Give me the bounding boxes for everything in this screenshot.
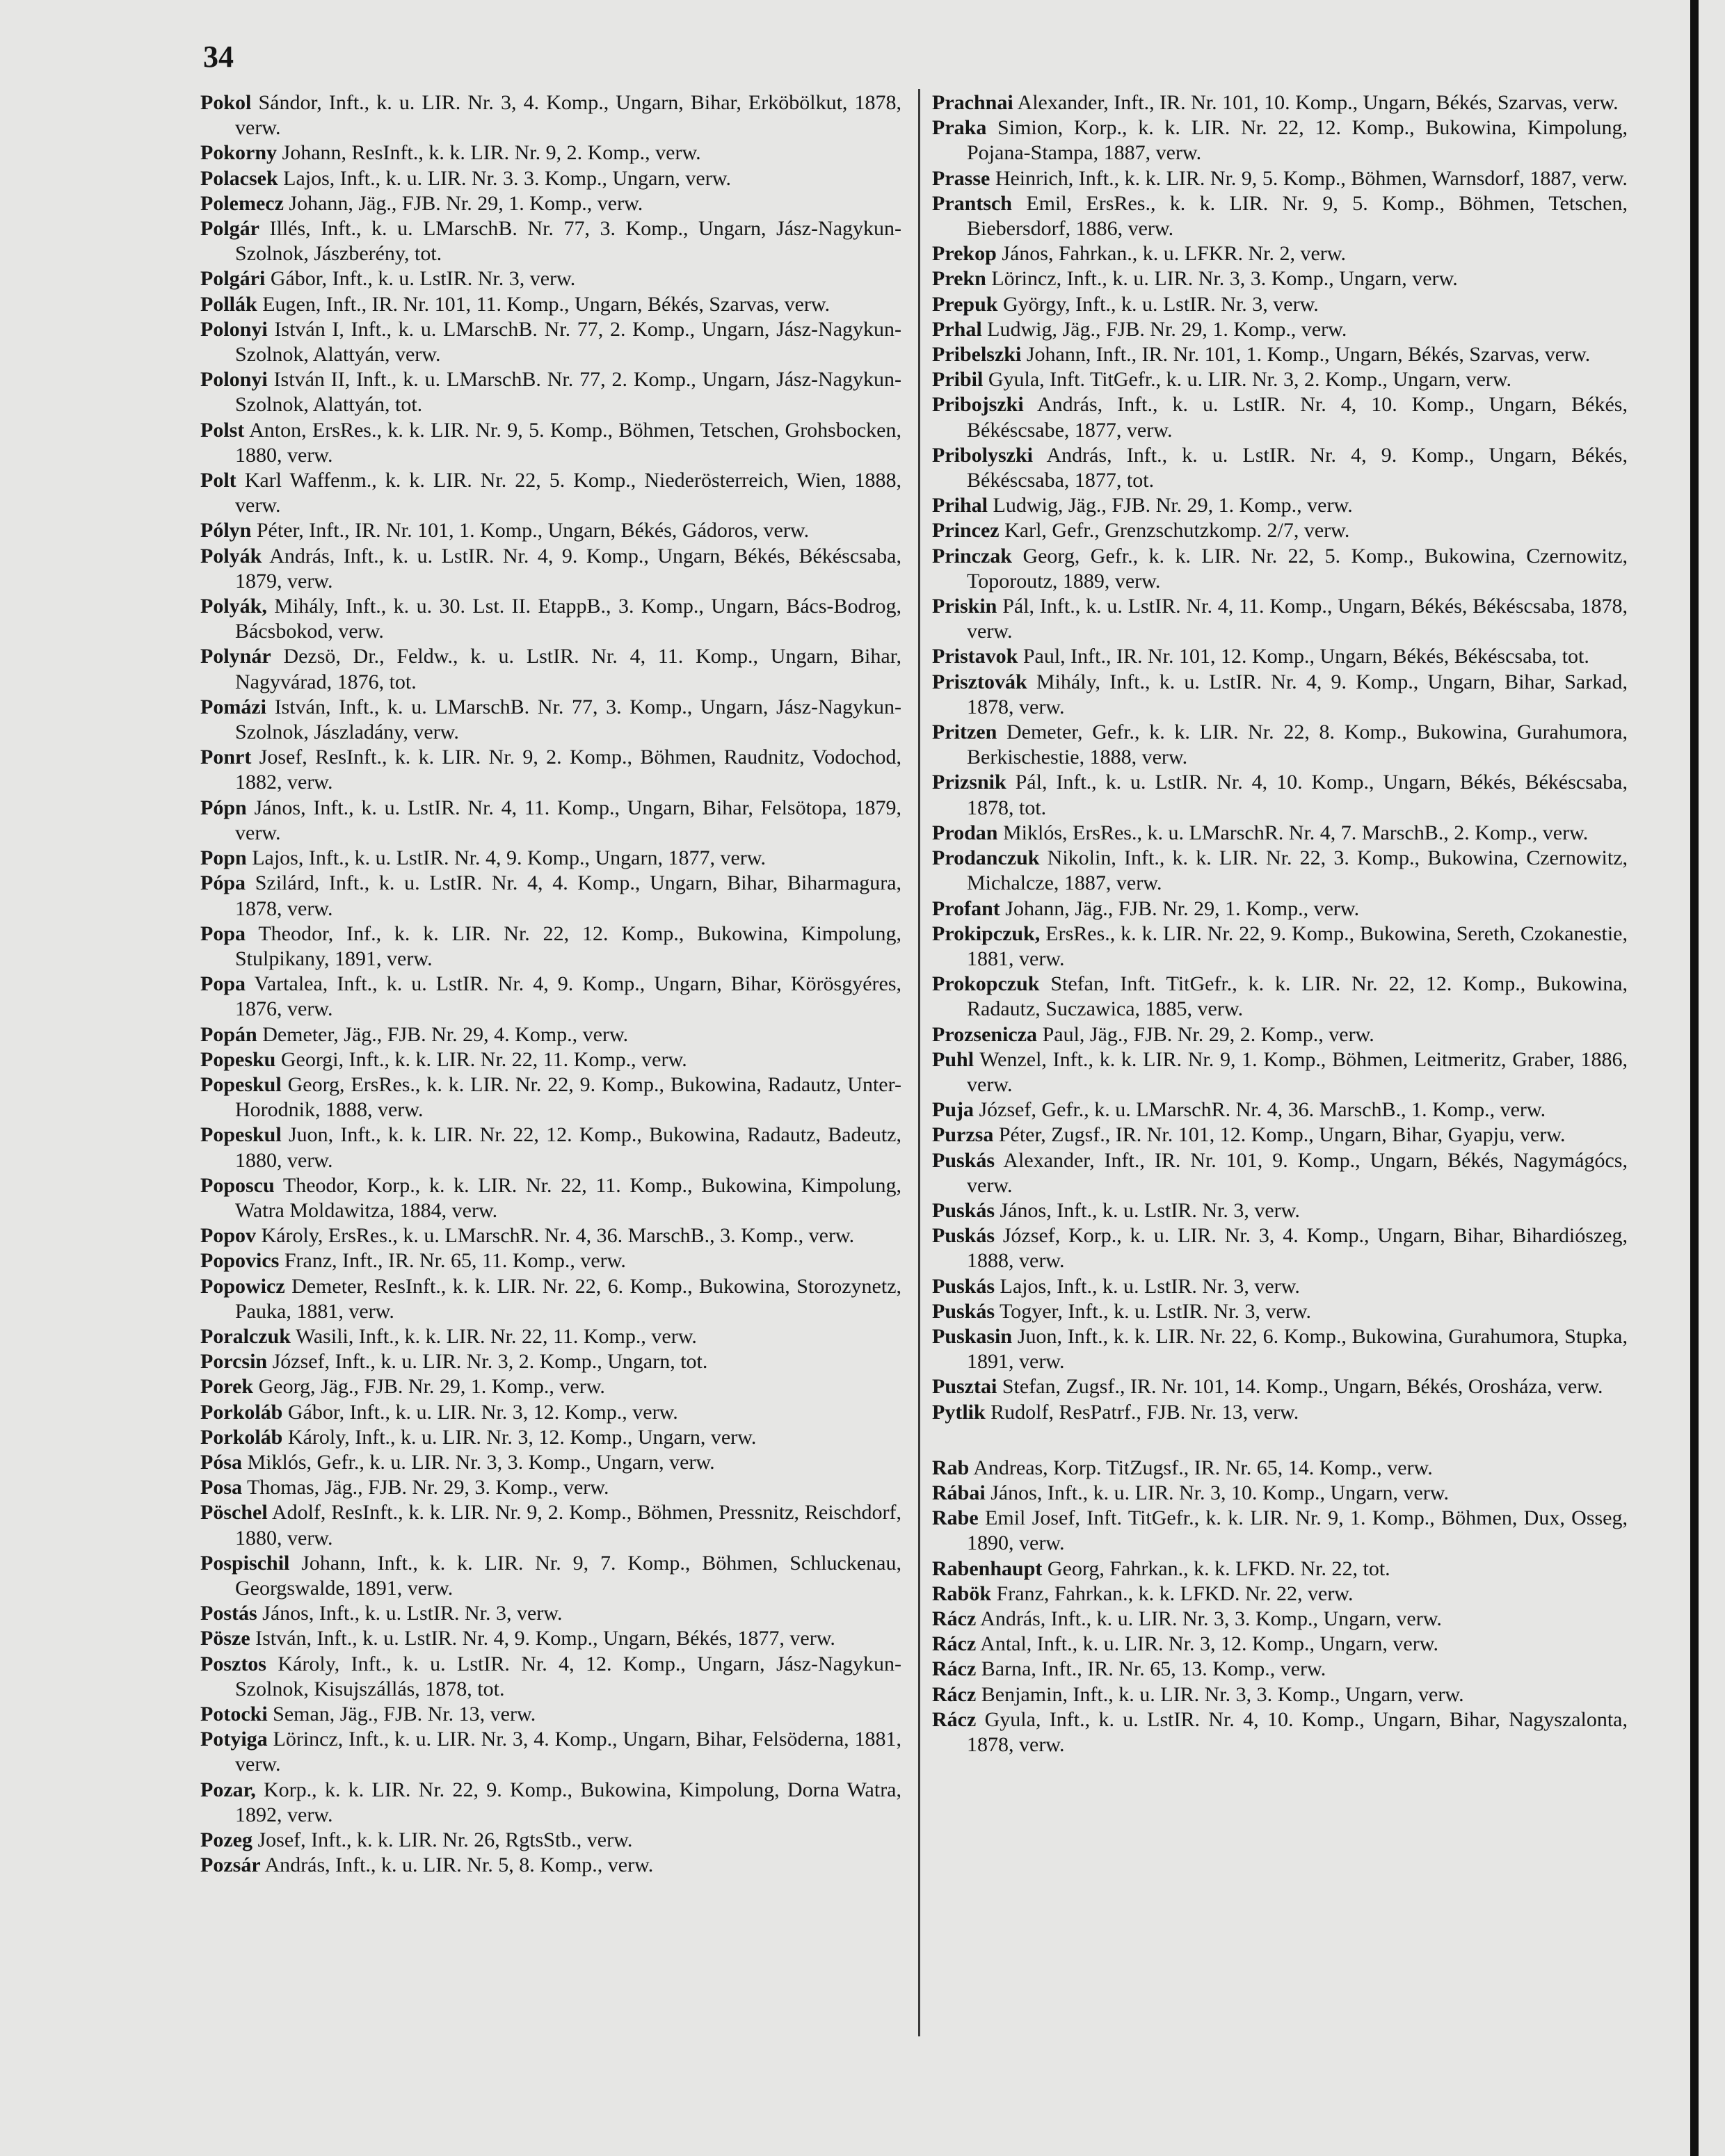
entry-surname: Prisztovák [932, 670, 1027, 693]
entry-surname: Posztos [200, 1652, 266, 1675]
list-entry [932, 1400, 1628, 1425]
entry-details: Demeter, ResInft., k. k. LIR. Nr. 22, 6. Komp., Bukowina, Storozynetz, Pauka, 1881, verw. [235, 1274, 902, 1323]
list-entry [200, 1425, 901, 1450]
list-entry [932, 1022, 1628, 1047]
entry-details: Theodor, Korp., k. k. LIR. Nr. 22, 11. Komp., Bukowina, Kimpolung, Watra Moldawitza, 1884, verw. [235, 1173, 901, 1222]
entry-details: Georg, Gefr., k. k. LIR. Nr. 22, 5. Komp., Bukowina, Czernowitz, Toporoutz, 1889, verw. [967, 544, 1628, 593]
right-column [932, 90, 1628, 1757]
list-entry [200, 1400, 901, 1425]
entry-surname: Rabe [932, 1506, 979, 1530]
entry-details: Thomas, Jäg., FJB. Nr. 29, 3. Komp., verw. [246, 1476, 609, 1499]
entry-details: András, Inft., k. u. LstIR. Nr. 4, 9. Komp., Ungarn, Békés, Békéscsaba, 1879, verw. [235, 544, 901, 593]
list-entry [932, 1274, 1628, 1299]
entry-surname: Polgár [200, 217, 259, 241]
entry-details: Wenzel, Inft., k. k. LIR. Nr. 9, 1. Komp., Böhmen, Leitmeritz, Graber, 1886, verw. [967, 1047, 1628, 1096]
entry-details: Lajos, Inft., k. u. LstIR. Nr. 3, verw. [1000, 1274, 1300, 1298]
list-entry [932, 241, 1628, 266]
list-entry [932, 1324, 1628, 1374]
entry-surname: Porek [200, 1375, 254, 1399]
entry-details: Mihály, Inft., k. u. 30. Lst. II. EtappB., 3. Komp., Ungarn, Bács-Bodrog, Bácsbokod, verw. [235, 595, 901, 643]
list-entry [200, 1601, 901, 1626]
list-entry [932, 1223, 1628, 1273]
list-entry [200, 367, 901, 417]
entry-surname: Popán [200, 1022, 257, 1046]
entry-surname: Praka [932, 116, 987, 140]
entry-details: Barna, Inft., IR. Nr. 65, 13. Komp., verw. [981, 1657, 1326, 1681]
entry-surname: Pöschel [200, 1501, 268, 1525]
list-entry [200, 166, 901, 191]
list-entry [200, 1828, 901, 1853]
list-entry [200, 1173, 901, 1223]
letter-section-gap [932, 1425, 1628, 1456]
list-entry [200, 796, 901, 846]
list-entry [200, 1626, 901, 1651]
entry-surname: Porkoláb [200, 1400, 283, 1424]
entry-surname: Profant [932, 896, 1000, 920]
list-entry [932, 1657, 1628, 1682]
list-entry [200, 1047, 901, 1072]
list-entry [932, 1632, 1628, 1657]
entry-surname: Porcsin [200, 1350, 268, 1374]
entry-details: András, Inft., k. u. LIR. Nr. 5, 8. Komp., verw. [264, 1853, 654, 1877]
list-entry [200, 216, 901, 266]
entry-surname: Pozsár [200, 1853, 261, 1877]
entry-surname: Prekn [932, 267, 986, 291]
entry-surname: Puhl [932, 1047, 974, 1071]
entry-details: Vartalea, Inft., k. u. LstIR. Nr. 4, 9. Komp., Ungarn, Bihar, Körösgyéres, 1876, verw. [235, 972, 901, 1021]
entry-details: Emil Josef, Inft. TitGefr., k. k. LIR. Nr. 9, 1. Komp., Böhmen, Dux, Osseg, 1890, verw. [967, 1506, 1628, 1555]
entry-surname: Popa [200, 922, 246, 945]
entry-surname: Pritzen [932, 721, 997, 744]
entry-surname: Rácz [932, 1657, 977, 1681]
list-entry [200, 191, 901, 216]
list-entry [932, 1556, 1628, 1582]
entry-details: István I, Inft., k. u. LMarschB. Nr. 77, 2. Komp., Ungarn, Jász-Nagykun-Szolnok, Alattyán, verw. [235, 317, 902, 367]
entry-details: János, Fahrkan., k. u. LFKR. Nr. 2, verw. [1002, 242, 1346, 266]
page-edge-shadow [1690, 0, 1699, 2156]
entry-details: Pál, Inft., k. u. LstIR. Nr. 4, 10. Komp., Ungarn, Békés, Békéscsaba, 1878, tot. [967, 771, 1628, 819]
list-entry [200, 544, 901, 594]
entry-surname: Polst [200, 418, 245, 442]
entry-details: Lörincz, Inft., k. u. LIR. Nr. 3, 4. Komp., Ungarn, Bihar, Felsöderna, 1881, verw. [235, 1728, 901, 1776]
list-entry [200, 1702, 901, 1727]
entry-details: Lajos, Inft., k. u. LstIR. Nr. 4, 9. Komp., Ungarn, 1877, verw. [252, 846, 766, 870]
entry-details: Lörincz, Inft., k. u. LIR. Nr. 3, 3. Komp., Ungarn, verw. [991, 267, 1458, 291]
list-entry [200, 1248, 901, 1273]
entry-surname: Polyák, [200, 595, 267, 618]
list-entry [932, 1097, 1628, 1123]
page-number: 34 [203, 40, 234, 74]
entry-surname: Rabenhaupt [932, 1556, 1043, 1580]
entry-details: Georgi, Inft., k. k. LIR. Nr. 22, 11. Komp., verw. [280, 1047, 687, 1071]
list-entry [932, 1607, 1628, 1632]
list-entry [200, 418, 901, 468]
entry-details: Antal, Inft., k. u. LIR. Nr. 3, 12. Komp., Ungarn, verw. [980, 1632, 1438, 1656]
entry-surname: Prhal [932, 317, 982, 341]
entry-details: Anton, ErsRes., k. k. LIR. Nr. 9, 5. Komp., Böhmen, Tetschen, Grohsbocken, 1880, verw. [235, 418, 901, 467]
entry-details: Paul, Inft., IR. Nr. 101, 12. Komp., Ungarn, Békés, Békéscsaba, tot. [1022, 645, 1589, 668]
entry-details: Gyula, Inft., k. u. LstIR. Nr. 4, 10. Komp., Ungarn, Bihar, Nagyszalonta, 1878, verw. [967, 1707, 1628, 1756]
list-entry [200, 518, 901, 543]
entry-details: Sándor, Inft., k. u. LIR. Nr. 3, 4. Komp., Ungarn, Bihar, Erköbölkut, 1878, verw. [235, 91, 902, 140]
entry-surname: Pollák [200, 292, 257, 316]
entry-details: István II, Inft., k. u. LMarschB. Nr. 77, 2. Komp., Ungarn, Jász-Nagykun-Szolnok, Alattyán, tot. [235, 368, 901, 417]
entry-surname: Polonyi [200, 368, 268, 392]
list-entry [200, 140, 901, 166]
entry-details: Lajos, Inft., k. u. LIR. Nr. 3. 3. Komp., Ungarn, verw. [283, 166, 731, 190]
list-entry [932, 821, 1628, 846]
entry-surname: Pozeg [200, 1828, 252, 1852]
list-entry [200, 1727, 901, 1777]
entry-surname: Polacsek [200, 166, 278, 190]
entry-details: Georg, Jäg., FJB. Nr. 29, 1. Komp., verw. [258, 1375, 605, 1399]
list-entry [932, 342, 1628, 367]
entry-surname: Polt [200, 469, 236, 492]
entry-details: András, Inft., k. u. LstIR. Nr. 4, 9. Komp., Ungarn, Békés, Békéscsaba, 1877, tot. [967, 443, 1628, 492]
entry-surname: Pópn [200, 796, 247, 819]
entry-surname: Puskasin [932, 1324, 1013, 1348]
entry-details: Ludwig, Jäg., FJB. Nr. 29, 1. Komp., verw. [993, 494, 1353, 517]
entry-details: Péter, Inft., IR. Nr. 101, 1. Komp., Ungarn, Békés, Gádoros, verw. [256, 519, 810, 542]
list-entry [200, 1475, 901, 1500]
entry-details: János, Inft., k. u. LstIR. Nr. 4, 11. Komp., Ungarn, Bihar, Felsötopa, 1879, verw. [235, 796, 901, 844]
entry-details: János, Inft., k. u. LIR. Nr. 3, 10. Komp., Ungarn, verw. [990, 1481, 1449, 1504]
entry-details: Gábor, Inft., k. u. LstIR. Nr. 3, verw. [270, 267, 576, 291]
list-entry [200, 871, 901, 921]
entry-details: Rudolf, ResPatrf., FJB. Nr. 13, verw. [990, 1400, 1299, 1424]
entry-details: Heinrich, Inft., k. k. LIR. Nr. 9, 5. Komp., Böhmen, Warnsdorf, 1887, verw. [995, 166, 1628, 190]
list-entry [932, 1582, 1628, 1607]
list-entry [932, 896, 1628, 922]
list-entry [200, 90, 901, 140]
list-entry [932, 1299, 1628, 1324]
entry-details: Theodor, Inf., k. k. LIR. Nr. 22, 12. Komp., Bukowina, Kimpolung, Stulpikany, 1891, verw. [235, 922, 901, 970]
entry-details: János, Inft., k. u. LstIR. Nr. 3, verw. [262, 1602, 563, 1625]
entry-surname: Potocki [200, 1703, 268, 1725]
entry-details: Franz, Fahrkan., k. k. LFKD. Nr. 22, verw. [996, 1582, 1354, 1605]
entry-details: Josef, ResInft., k. k. LIR. Nr. 9, 2. Komp., Böhmen, Raudnitz, Vodochod, 1882, verw. [235, 746, 902, 794]
entry-surname: Posa [200, 1476, 242, 1499]
left-column [200, 90, 901, 1878]
entry-details: Stefan, Zugsf., IR. Nr. 101, 14. Komp., Ungarn, Békés, Orosháza, verw. [1002, 1375, 1603, 1399]
entry-details: István, Inft., k. u. LMarschB. Nr. 77, 3. Komp., Ungarn, Jász-Nagykun-Szolnok, Jászladány, verw. [235, 695, 901, 744]
list-entry [200, 266, 901, 291]
entry-details: József, Korp., k. u. LIR. Nr. 3, 4. Komp., Ungarn, Bihar, Bihardiószeg, 1888, verw. [967, 1224, 1628, 1273]
entry-surname: Princzak [932, 544, 1012, 568]
entry-surname: Pópa [200, 871, 246, 895]
entry-surname: Puskás [932, 1198, 995, 1222]
entry-surname: Prodanczuk [932, 846, 1040, 870]
list-entry [932, 518, 1628, 543]
entry-details: Togyer, Inft., k. u. LstIR. Nr. 3, verw. [1000, 1299, 1312, 1323]
entry-details: Simion, Korp., k. k. LIR. Nr. 22, 12. Komp., Bukowina, Kimpolung, Pojana-Stampa, 1887, verw. [967, 116, 1628, 165]
list-entry [932, 191, 1628, 241]
entry-details: Johann, Jäg., FJB. Nr. 29, 1. Komp., verw. [1005, 896, 1360, 920]
entry-surname: Popeskul [200, 1123, 282, 1147]
entry-surname: Prepuk [932, 292, 998, 316]
entry-surname: Prodan [932, 821, 998, 844]
list-entry [200, 1274, 901, 1324]
list-entry [200, 922, 901, 972]
entry-details: Gyula, Inft. TitGefr., k. u. LIR. Nr. 3, 2. Komp., Ungarn, verw. [988, 368, 1511, 392]
list-entry [200, 1500, 901, 1550]
entry-details: János, Inft., k. u. LstIR. Nr. 3, verw. [1000, 1198, 1300, 1222]
entry-surname: Prachnai [932, 91, 1013, 114]
list-entry [932, 594, 1628, 644]
list-entry [932, 166, 1628, 191]
entry-details: Seman, Jäg., FJB. Nr. 13, verw. [273, 1703, 536, 1725]
entry-surname: Prihal [932, 494, 988, 517]
entry-surname: Prizsnik [932, 771, 1006, 794]
list-entry [200, 1349, 901, 1374]
entry-surname: Popovics [200, 1249, 280, 1273]
entry-details: Alexander, Inft., IR. Nr. 101, 10. Komp., Ungarn, Békés, Szarvas, verw. [1017, 91, 1619, 114]
entry-surname: Rácz [932, 1682, 977, 1706]
entry-surname: Pósa [200, 1450, 242, 1474]
entry-surname: Pokorny [200, 141, 278, 165]
list-entry [200, 1072, 901, 1123]
p-entries [932, 90, 1628, 1425]
entry-details: Wasili, Inft., k. k. LIR. Nr. 22, 11. Komp., verw. [295, 1324, 697, 1348]
list-entry [200, 1324, 901, 1349]
entry-surname: Polgári [200, 267, 266, 291]
list-entry [200, 468, 901, 518]
entry-surname: Prekop [932, 242, 997, 266]
entry-details: Péter, Zugsf., IR. Nr. 101, 12. Komp., Ungarn, Bihar, Gyapju, verw. [998, 1123, 1566, 1147]
list-entry [932, 1123, 1628, 1148]
entry-details: Demeter, Jäg., FJB. Nr. 29, 4. Komp., verw. [262, 1022, 629, 1046]
entry-surname: Popeskul [200, 1072, 282, 1096]
entry-details: Juon, Inft., k. k. LIR. Nr. 22, 12. Komp., Bukowina, Radautz, Badeutz, 1880, verw. [235, 1123, 901, 1172]
entry-details: Johann, Inft., IR. Nr. 101, 1. Komp., Ungarn, Békés, Szarvas, verw. [1026, 343, 1591, 367]
entry-surname: Polynár [200, 645, 271, 668]
entry-surname: Prokopczuk [932, 972, 1040, 996]
entry-details: Dezsö, Dr., Feldw., k. u. LstIR. Nr. 4, 11. Komp., Ungarn, Bihar, Nagyvárad, 1876, tot. [235, 645, 901, 693]
entry-surname: Pytlik [932, 1400, 986, 1424]
entry-details: Josef, Inft., k. k. LIR. Nr. 26, RgtsStb., verw. [257, 1828, 633, 1852]
left-entries [200, 90, 901, 1878]
entry-surname: Potyiga [200, 1728, 268, 1751]
list-entry [932, 544, 1628, 594]
list-entry [200, 1652, 901, 1702]
entry-surname: Purzsa [932, 1123, 994, 1147]
entry-details: Károly, Inft., k. u. LstIR. Nr. 4, 12. Komp., Ungarn, Jász-Nagykun-Szolnok, Kisujszállás, 1878, tot. [235, 1652, 902, 1700]
entry-details: József, Gefr., k. u. LMarschR. Nr. 4, 36. MarschB., 1. Komp., verw. [979, 1098, 1546, 1122]
list-entry [932, 1481, 1628, 1506]
list-entry [932, 846, 1628, 896]
list-entry [932, 1682, 1628, 1707]
list-entry [932, 1456, 1628, 1481]
entry-details: Miklós, ErsRes., k. u. LMarschR. Nr. 4, 7. MarschB., 2. Komp., verw. [1002, 821, 1589, 844]
list-entry [932, 1707, 1628, 1757]
list-entry [932, 1198, 1628, 1223]
entry-surname: Postás [200, 1602, 257, 1625]
list-entry [932, 644, 1628, 669]
list-entry [932, 720, 1628, 770]
entry-surname: Ponrt [200, 746, 252, 769]
entry-surname: Priskin [932, 595, 997, 618]
entry-surname: Rab [932, 1456, 970, 1479]
entry-surname: Prokipczuk, [932, 922, 1041, 945]
entry-details: Johann, Inft., k. k. LIR. Nr. 9, 7. Komp., Böhmen, Schluckenau, Georgswalde, 1891, verw. [235, 1551, 902, 1600]
entry-surname: Rácz [932, 1607, 977, 1630]
entry-details: József, Inft., k. u. LIR. Nr. 3, 2. Komp., Ungarn, tot. [272, 1350, 708, 1374]
entry-details: Paul, Jäg., FJB. Nr. 29, 2. Komp., verw. [1042, 1022, 1374, 1046]
list-entry [200, 695, 901, 745]
entry-surname: Prozsenicza [932, 1022, 1038, 1046]
entry-surname: Puskás [932, 1224, 995, 1248]
entry-surname: Polonyi [200, 317, 268, 341]
list-entry [200, 1450, 901, 1475]
entry-surname: Popa [200, 972, 246, 996]
list-entry [200, 1123, 901, 1173]
entry-surname: Puskás [932, 1274, 995, 1298]
list-entry [200, 292, 901, 317]
entry-surname: Rabök [932, 1582, 992, 1605]
list-entry [932, 1148, 1628, 1198]
list-entry [932, 1374, 1628, 1399]
entry-surname: Pribolyszki [932, 443, 1034, 467]
list-entry [200, 1551, 901, 1601]
entry-details: Gábor, Inft., k. u. LIR. Nr. 3, 12. Komp., verw. [287, 1400, 678, 1424]
entry-surname: Popesku [200, 1047, 276, 1071]
list-entry [932, 115, 1628, 166]
entry-surname: Pribil [932, 368, 984, 392]
entry-details: Georg, Fahrkan., k. k. LFKD. Nr. 22, tot. [1047, 1556, 1390, 1580]
entry-details: Illés, Inft., k. u. LMarschB. Nr. 77, 3. Komp., Ungarn, Jász-Nagykun-Szolnok, Jászberény, tot. [235, 217, 901, 266]
list-entry [200, 1853, 901, 1878]
entry-surname: Puskás [932, 1299, 995, 1323]
list-entry [200, 644, 901, 694]
entry-surname: Pospischil [200, 1551, 290, 1575]
entry-surname: Porkoláb [200, 1425, 283, 1449]
entry-surname: Pólyn [200, 519, 252, 542]
entry-surname: Princez [932, 519, 1000, 542]
entry-surname: Prantsch [932, 191, 1012, 215]
list-entry [932, 292, 1628, 317]
list-entry [932, 367, 1628, 392]
entry-details: Johann, ResInft., k. k. LIR. Nr. 9, 2. Komp., verw. [282, 141, 701, 165]
entry-details: Georg, ErsRes., k. k. LIR. Nr. 22, 9. Komp., Bukowina, Radautz, Unter-Horodnik, 1888, verw. [235, 1072, 902, 1122]
entry-details: Juon, Inft., k. k. LIR. Nr. 22, 6. Komp., Bukowina, Gurahumora, Stupka, 1891, verw. [967, 1324, 1628, 1374]
entry-details: Nikolin, Inft., k. k. LIR. Nr. 22, 3. Komp., Bukowina, Czernowitz, Michalcze, 1887, verw. [967, 846, 1628, 895]
entry-details: ErsRes., k. k. LIR. Nr. 22, 9. Komp., Bukowina, Sereth, Czokanestie, 1881, verw. [967, 922, 1628, 970]
entry-surname: Puja [932, 1098, 974, 1122]
entry-details: Eugen, Inft., IR. Nr. 101, 11. Komp., Ungarn, Békés, Szarvas, verw. [262, 292, 831, 316]
entry-details: Károly, Inft., k. u. LIR. Nr. 3, 12. Komp., Ungarn, verw. [287, 1425, 757, 1449]
list-entry [200, 846, 901, 871]
entry-details: Adolf, ResInft., k. k. LIR. Nr. 9, 2. Komp., Böhmen, Pressnitz, Reischdorf, 1880, verw. [235, 1501, 901, 1550]
list-entry [200, 1022, 901, 1047]
list-entry [932, 670, 1628, 720]
entry-surname: Pozar, [200, 1778, 256, 1801]
entry-surname: Popov [200, 1224, 257, 1248]
list-entry [932, 443, 1628, 493]
entry-details: Demeter, Gefr., k. k. LIR. Nr. 22, 8. Komp., Bukowina, Gurahumora, Berkischestie, 1888, verw. [967, 721, 1628, 769]
entry-details: István, Inft., k. u. LstIR. Nr. 4, 9. Komp., Ungarn, Békés, 1877, verw. [255, 1627, 835, 1650]
entry-details: Karl Waffenm., k. k. LIR. Nr. 22, 5. Komp., Niederösterreich, Wien, 1888, verw. [235, 469, 901, 517]
entry-details: Károly, ErsRes., k. u. LMarschR. Nr. 4, 36. MarschB., 3. Komp., verw. [261, 1224, 855, 1248]
entry-details: Andreas, Korp. TitZugsf., IR. Nr. 65, 14. Komp., verw. [973, 1456, 1433, 1479]
list-entry [200, 1778, 901, 1828]
entry-surname: Pristavok [932, 645, 1018, 668]
entry-surname: Rábai [932, 1481, 986, 1504]
entry-details: Stefan, Inft. TitGefr., k. k. LIR. Nr. 22, 12. Komp., Bukowina, Radautz, Suczawica, 1885, verw. [967, 972, 1628, 1021]
list-entry [200, 1374, 901, 1399]
entry-surname: Popn [200, 846, 247, 870]
entry-details: György, Inft., k. u. LstIR. Nr. 3, verw. [1002, 292, 1319, 316]
list-entry [932, 770, 1628, 820]
entry-details: Miklós, Gefr., k. u. LIR. Nr. 3, 3. Komp., Ungarn, verw. [247, 1450, 715, 1474]
entry-surname: Pomázi [200, 695, 266, 718]
list-entry [932, 922, 1628, 972]
list-entry [932, 392, 1628, 442]
list-entry [200, 745, 901, 795]
entry-details: Emil, ErsRes., k. k. LIR. Nr. 9, 5. Komp., Böhmen, Tetschen, Biebersdorf, 1886, verw. [967, 191, 1628, 241]
entry-surname: Poposcu [200, 1173, 275, 1197]
entry-surname: Poralczuk [200, 1324, 291, 1348]
entry-surname: Pribojszki [932, 393, 1024, 417]
entry-surname: Prasse [932, 166, 990, 190]
entry-surname: Rácz [932, 1707, 977, 1731]
entry-details: Alexander, Inft., IR. Nr. 101, 9. Komp., Ungarn, Békés, Nagymágócs, verw. [967, 1148, 1628, 1197]
list-entry [932, 317, 1628, 342]
entry-surname: Pösze [200, 1627, 250, 1650]
list-entry [200, 317, 901, 367]
entry-details: Franz, Inft., IR. Nr. 65, 11. Komp., verw. [284, 1249, 626, 1273]
entry-surname: Polemecz [200, 191, 284, 215]
entry-details: András, Inft., k. u. LIR. Nr. 3, 3. Komp., Ungarn, verw. [980, 1607, 1442, 1630]
list-entry [200, 1223, 901, 1248]
entry-surname: Popowicz [200, 1274, 285, 1298]
entry-surname: Pusztai [932, 1375, 997, 1399]
list-entry [200, 594, 901, 644]
entry-surname: Puskás [932, 1148, 995, 1172]
entry-surname: Pokol [200, 91, 252, 114]
list-entry [932, 1506, 1628, 1556]
entry-details: Pál, Inft., k. u. LstIR. Nr. 4, 11. Komp., Ungarn, Békés, Békéscsaba, 1878, verw. [967, 595, 1628, 643]
entry-surname: Rácz [932, 1632, 977, 1656]
entry-details: Korp., k. k. LIR. Nr. 22, 9. Komp., Bukowina, Kimpolung, Dorna Watra, 1892, verw. [235, 1778, 901, 1826]
entry-details: Szilárd, Inft., k. u. LstIR. Nr. 4, 4. Komp., Ungarn, Bihar, Biharmagura, 1878, verw. [235, 871, 902, 920]
entry-details: Ludwig, Jäg., FJB. Nr. 29, 1. Komp., verw. [987, 317, 1347, 341]
entry-surname: Polyák [200, 544, 262, 568]
list-entry [932, 266, 1628, 291]
entry-details: Mihály, Inft., k. u. LstIR. Nr. 4, 9. Komp., Ungarn, Bihar, Sarkad, 1878, verw. [967, 670, 1628, 718]
entry-surname: Pribelszki [932, 343, 1022, 367]
entry-details: Johann, Jäg., FJB. Nr. 29, 1. Komp., verw. [289, 191, 643, 215]
list-entry [200, 972, 901, 1022]
list-entry [932, 493, 1628, 518]
list-entry [932, 1047, 1628, 1097]
column-divider [918, 89, 920, 2036]
entry-details: Benjamin, Inft., k. u. LIR. Nr. 3, 3. Komp., Ungarn, verw. [981, 1682, 1464, 1706]
list-entry [932, 972, 1628, 1022]
list-entry [932, 90, 1628, 115]
entry-details: András, Inft., k. u. LstIR. Nr. 4, 10. Komp., Ungarn, Békés, Békéscsabe, 1877, verw. [967, 393, 1628, 442]
entry-details: Karl, Gefr., Grenzschutzkomp. 2/7, verw. [1004, 519, 1350, 542]
r-entries [932, 1456, 1628, 1757]
